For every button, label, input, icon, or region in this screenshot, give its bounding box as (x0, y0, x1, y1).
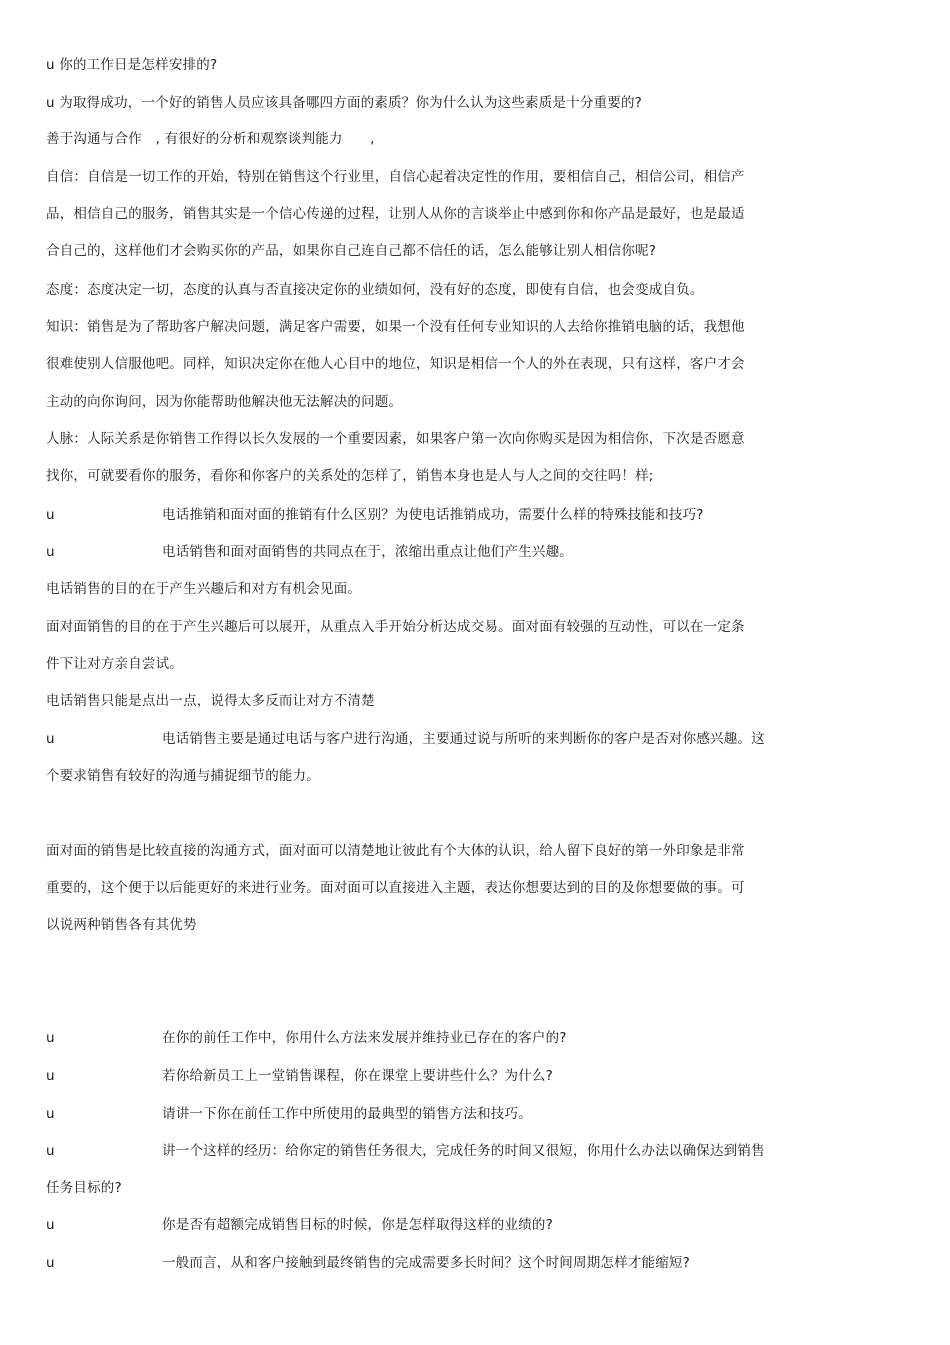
question-training-course: 若你给新员工上一堂销售课程，你在课堂上要讲些什么？为什么? (162, 1068, 553, 1084)
paragraph-knowledge-line: 知识：销售是为了帮助客户解决问题，满足客户需要，如果一个没有任何专业知识的人去给你推销电脑的话，我想他 (46, 319, 745, 335)
paragraph-knowledge-line: 主动的向你询问，因为你能帮助他解决他无法解决的问题。 (46, 394, 403, 410)
bullet-marker: u (46, 1068, 55, 1084)
paragraph-confidence-line: 品，相信自己的服务，销售其实是一个信心传递的过程，让别人从你的言谈举止中感到你和你产品是最好，也是最适 (46, 206, 745, 222)
paragraph-network-line: 人脉：人际关系是你销售工作得以长久发展的一个重要因素，如果客户第一次向你购买是因为相信你，下次是否愿意 (46, 431, 745, 447)
bullet-marker: u (46, 1030, 55, 1046)
bullet-marker: u (46, 1217, 55, 1233)
answer-phone-main-line: 电话销售主要是通过电话与客户进行沟通，主要通过说与所听的来判断你的客户是否对你感兴趣。这 (162, 731, 765, 747)
paragraph-confidence-line: 自信：自信是一切工作的开始，特别在销售这个行业里，自信心起着决定性的作用，要相信自己，相信公司，相信产 (46, 169, 745, 185)
question-tight-task-line: 任务目标的? (46, 1180, 122, 1196)
question-four-qualities: u 为取得成功，一个好的销售人员应该具备哪四方面的素质？你为什么认为这些素质是十分重要的? (46, 95, 643, 111)
question-phone-vs-face: 电话推销和面对面的推销有什么区别？为使电话推销成功，需要什么样的特殊技能和技巧? (162, 507, 704, 523)
question-exceed-target: 你是否有超额完成销售目标的时候，你是怎样取得这样的业绩的? (162, 1217, 553, 1233)
answer-phone-brief: 电话销售只能是点出一点，说得太多反而让对方不清楚 (46, 693, 375, 709)
answer-communication: 善于沟通与合作 , 有很好的分析和观察谈判能力 , (46, 131, 375, 147)
answer-face-direct-line: 重要的，这个便于以后能更好的来进行业务。面对面可以直接进入主题，表达你想要达到的目的及你想要做的事。可 (46, 880, 745, 896)
question-previous-clients: 在你的前任工作中，你用什么方法来发展并维持业已存在的客户的? (162, 1030, 567, 1046)
question-tight-task-line: 讲一个这样的经历：给你定的销售任务很大，完成任务的时间又很短，你用什么办法以确保达到销售 (162, 1143, 765, 1159)
answer-face-goal-line: 面对面销售的目的在于产生兴趣后可以展开，从重点入手开始分析达成交易。面对面有较强的互动性，可以在一定条 (46, 619, 745, 635)
answer-phone-main-line: 个要求销售有较好的沟通与捕捉细节的能力。 (46, 768, 320, 784)
bullet-marker: u (46, 1106, 55, 1122)
answer-face-goal-line: 件下让对方亲自尝试。 (46, 656, 183, 672)
question-workday: u 你的工作日是怎样安排的? (46, 57, 218, 73)
paragraph-confidence-line: 合自己的，这样他们才会购买你的产品，如果你自己连自己都不信任的话，怎么能够让别人相信你呢? (46, 243, 657, 259)
question-typical-method: 请讲一下你在前任工作中所使用的最典型的销售方法和技巧。 (162, 1106, 532, 1122)
paragraph-knowledge-line: 很难使别人信服他吧。同样，知识决定你在他人心目中的地位，知识是相信一个人的外在表现，只有这样，客户才会 (46, 356, 745, 372)
bullet-marker: u (46, 731, 55, 747)
answer-phone-goal: 电话销售的目的在于产生兴趣后和对方有机会见面。 (46, 581, 362, 597)
bullet-marker: u (46, 544, 55, 560)
bullet-marker: u (46, 1255, 55, 1271)
question-sales-cycle: 一般而言，从和客户接触到最终销售的完成需要多长时间？这个时间周期怎样才能缩短? (162, 1255, 690, 1271)
bullet-marker: u (46, 1143, 55, 1159)
paragraph-network-line: 找你，可就要看你的服务，看你和你客户的关系处的怎样了，销售本身也是人与人之间的交往吗！样; (46, 468, 654, 484)
answer-face-direct-line: 以说两种销售各有其优势 (46, 917, 197, 933)
answer-face-direct-line: 面对面的销售是比较直接的沟通方式，面对面可以清楚地让彼此有个大体的认识，给人留下良好的第一外印象是非常 (46, 843, 745, 859)
paragraph-attitude: 态度：态度决定一切，态度的认真与否直接决定你的业绩如何，没有好的态度，即使有自信，也会变成自负。 (46, 282, 704, 298)
answer-common-point: 电话销售和面对面销售的共同点在于，浓缩出重点让他们产生兴趣。 (162, 544, 573, 560)
bullet-marker: u (46, 507, 55, 523)
